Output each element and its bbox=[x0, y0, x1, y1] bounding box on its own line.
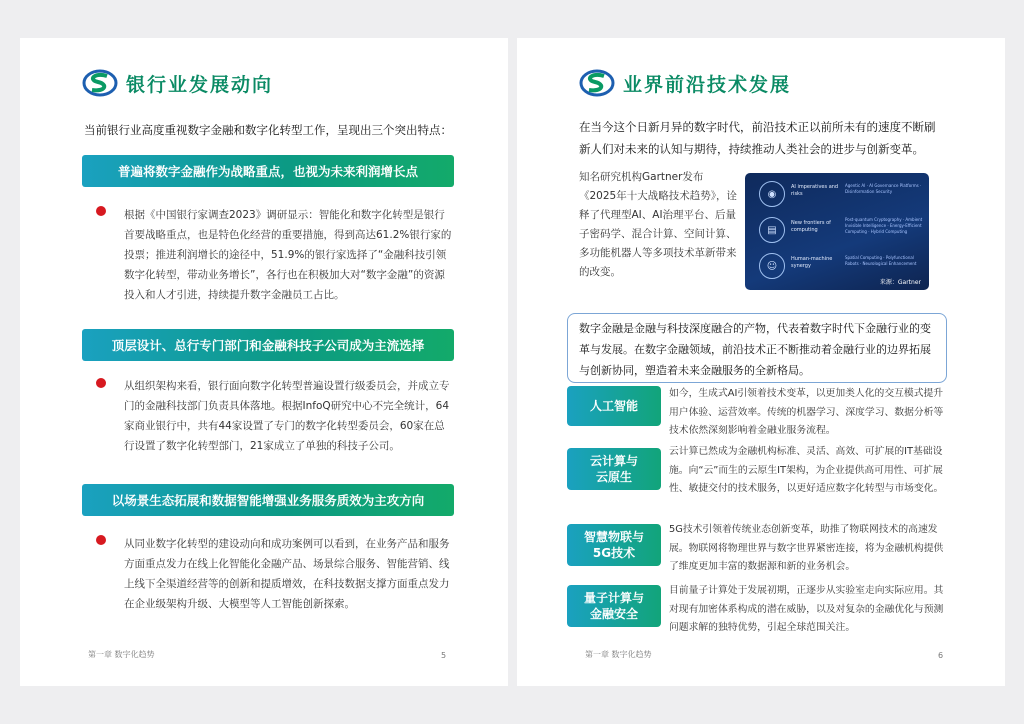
tech-desc-ai: 如今，生成式AI引领着技术变革，以更加类人化的交互模式提升用户体验、运营效率。传统的机器学习、深度学习、数据分析等技术依然深刻影响着金融业服务流程。 bbox=[669, 388, 944, 436]
tech-label-quantum: 量子计算与 金融安全 bbox=[567, 585, 661, 627]
tech-desc-iot: 5G技术引领着传统业态创新变革，助推了物联网技术的高速发展。物联网将物理世界与数字世界紧密连接，将为金融机构提供了维度更加丰富的数据源和新的业务机会。 bbox=[669, 524, 944, 572]
left-title-row bbox=[82, 68, 273, 98]
tech-label-cloud: 云计算与 云原生 bbox=[567, 448, 661, 490]
tech-desc-cloud: 云计算已然成为金融机构标准、灵活、高效、可扩展的IT基础设施。向“云”而生的云原生IT架构，为企业提供高可用性、可扩展性、敏捷交付的技术服务，以更好适应数字化转型与市场变化。 bbox=[669, 446, 944, 494]
gartner-row-items: Spatial Computing · Polyfunctional Robots · Neurological Enhancement bbox=[845, 255, 917, 266]
left-intro: 当前银行业高度重视数字金融和数字化转型工作，呈现出三个突出特点： bbox=[84, 123, 452, 137]
section-1-heading: 普遍将数字金融作为战略重点，也视为未来利润增长点 bbox=[82, 155, 454, 187]
section-3-body: 从同业数字化转型的建设动向和成功案例可以看到，在业务产品和服务方面重点发力在线上化智能化金融产品、场景综合服务、智能营销、线上线下全渠道经营等的创新和提质增效，在科技数据支撑方面重点发力在企业级架构升级、大模型等人工智能创新探索。 bbox=[124, 538, 450, 610]
gartner-row-items: Agentic AI · AI Governance Platforms · Disinformation Security bbox=[845, 183, 922, 194]
left-footer-chapter: 第一章 数字化趋势 bbox=[88, 650, 155, 659]
bank-logo-icon bbox=[82, 68, 118, 98]
right-footer-page: 6 bbox=[938, 651, 944, 660]
left-page-title: 银行业发展动向 bbox=[126, 73, 274, 96]
right-title-row bbox=[579, 68, 791, 98]
left-footer-page: 5 bbox=[441, 651, 447, 660]
bank-logo-icon bbox=[579, 68, 615, 98]
tech-label-ai: 人工智能 bbox=[567, 386, 661, 426]
gartner-row-items: Post-quantum Cryptography · Ambient Invisible Intelligence · Energy-Efficient Computing · Hybrid Computing bbox=[845, 217, 923, 234]
gartner-trends-image bbox=[745, 173, 929, 290]
left-page bbox=[20, 38, 508, 686]
section-3-heading: 以场景生态拓展和数据智能增强业务服务质效为主攻方向 bbox=[82, 484, 454, 516]
section-2-heading: 顶层设计、总行专门部门和金融科技子公司成为主流选择 bbox=[82, 329, 454, 361]
highlight-box bbox=[567, 313, 947, 383]
gartner-row-label: AI imperatives and risks bbox=[791, 184, 839, 197]
section-1-body: 根据《中国银行家调查2023》调研显示：智能化和数字化转型是银行首要战略重点，也是特色化经营的重要措施，得到高达61.2%银行家的投票；推进利润增长的途径中，51.9%的银行家选择了“金融科技引领数字化转型，带动业务增长”，各行也在积极加大对“数字金融”的资源投入和人才引进，持续提升数字金融员工占比。 bbox=[124, 209, 452, 301]
section-2-bullet bbox=[96, 378, 106, 388]
human-machine-icon: ☺ bbox=[759, 253, 785, 279]
tech-desc-quantum: 目前量子计算处于发展初期，正逐步从实验室走向实际应用。其对现有加密体系构成的潜在威胁，以及对复杂的金融优化与预测问题求解的独特优势，引起全球范围关注。 bbox=[669, 585, 944, 633]
right-page-title: 业界前沿技术发展 bbox=[623, 73, 792, 96]
section-2-body: 从组织架构来看，银行面向数字化转型普遍设置行级委员会，并成立专门的金融科技部门负责具体落地。根据InfoQ研究中心不完全统计，64家商业银行中，共有44家设置了专门的数字化转型委员会，60家在总行设置了数字化转型部门，21家成立了单独的科技子公司。 bbox=[124, 380, 450, 452]
ai-icon: ◉ bbox=[759, 181, 785, 207]
tech-label-iot: 智慧物联与 5G技术 bbox=[567, 524, 661, 566]
right-footer-chapter: 第一章 数字化趋势 bbox=[585, 650, 652, 659]
gartner-row-label: New frontiers of computing bbox=[791, 220, 831, 233]
section-1-bullet bbox=[96, 206, 106, 216]
computing-icon: ▤ bbox=[759, 217, 785, 243]
gartner-source: 来源：Gartner bbox=[879, 279, 921, 286]
highlight-text: 数字金融是金融与科技深度融合的产物，代表着数字时代下金融行业的变革与发展。在数字金融领域，前沿技术正不断推动着金融行业的边界拓展与创新协同，塑造着未来金融服务的全新格局。 bbox=[579, 322, 931, 377]
gartner-text: 知名研究机构Gartner发布《2025年十大战略技术趋势》，诠释了代理型AI、AI治理平台、后量子密码学、混合计算、空间计算、多功能机器人等多项技术革新带来的改变。 bbox=[579, 171, 737, 278]
right-page bbox=[517, 38, 1005, 686]
right-intro: 在当今这个日新月异的数字时代，前沿技术正以前所未有的速度不断刷新人们对未来的认知与期待，持续推动人类社会的进步与创新变革。 bbox=[579, 120, 936, 156]
section-3-bullet bbox=[96, 535, 106, 545]
gartner-row-label: Human-machine synergy bbox=[791, 256, 833, 269]
